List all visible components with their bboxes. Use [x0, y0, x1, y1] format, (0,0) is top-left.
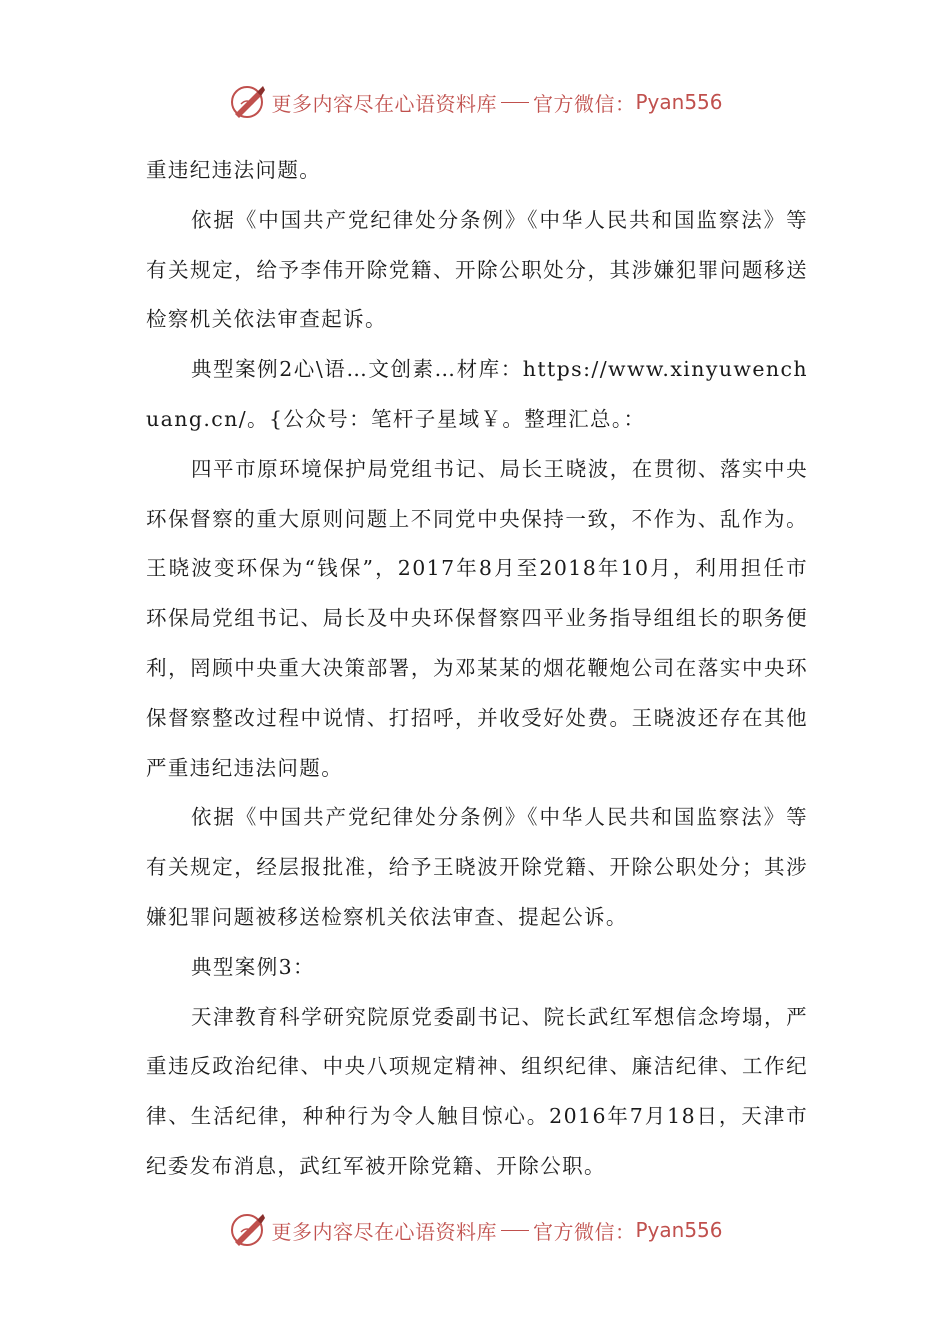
banner-wechat-label: 官方微信： — [532, 1219, 636, 1244]
banner-slogan: 更多内容尽在心语资料库 — [271, 1219, 497, 1244]
paragraph-li-wei-sanction: 依据《中国共产党纪律处分条例》《中华人民共和国监察法》等有关规定，给予李伟开除党籍、开除公职处分，其涉嫌犯罪问题移送检察机关依法审查起诉。 — [146, 207, 808, 332]
banner-wechat-label: 官方微信： — [532, 91, 636, 116]
banner-wechat-id: Pyan556 — [635, 90, 723, 114]
document-body — [146, 146, 808, 1192]
footer-banner — [0, 1208, 950, 1252]
banner-divider — [501, 102, 529, 103]
banner-divider — [501, 1230, 529, 1231]
pen-logo-icon — [227, 82, 267, 122]
paragraph-case-2-heading: 典型案例2心\语…文创素…材库：https://www.xinyuwenchuang.cn/。{公众号：笔杆子星域￥。整理汇总。： — [146, 357, 808, 431]
paragraph-continuation: 重违纪违法问题。 — [146, 158, 322, 182]
header-banner — [0, 80, 950, 124]
pen-logo-icon — [227, 1210, 267, 1250]
banner-wechat-id: Pyan556 — [635, 1218, 723, 1242]
paragraph-wang-xiaobo-case: 四平市原环境保护局党组书记、局长王晓波，在贯彻、落实中央环保督察的重大原则问题上不同党中央保持一致，不作为、乱作为。王晓波变环保为“钱保”，2017年8月至2018年10月，利用担任市环保局党组书记、局长及中央环保督察四平业务指导组组长的职务便利，罔顾中央重大决策部署，为邓某某的烟花鞭炮公司在落实中央环保督察整改过程中说情、打招呼，并收受好处费。王晓波还存在其他严重违纪违法问题。 — [146, 456, 808, 780]
paragraph-wang-xiaobo-sanction: 依据《中国共产党纪律处分条例》《中华人民共和国监察法》等有关规定，经层报批准，给予王晓波开除党籍、开除公职处分；其涉嫌犯罪问题被移送检察机关依法审查、提起公诉。 — [146, 805, 808, 929]
paragraph-case-3-heading: 典型案例3： — [191, 954, 315, 979]
paragraph-wu-hongjun-case: 天津教育科学研究院原党委副书记、院长武红军想信念垮塌，严重违反政治纪律、中央八项规定精神、组织纪律、廉洁纪律、工作纪律、生活纪律，种种行为令人触目惊心。2016年7月18日，天津市纪委发布消息，武红军被开除党籍、开除公职。 — [146, 1004, 808, 1178]
banner-slogan: 更多内容尽在心语资料库 — [271, 91, 497, 116]
